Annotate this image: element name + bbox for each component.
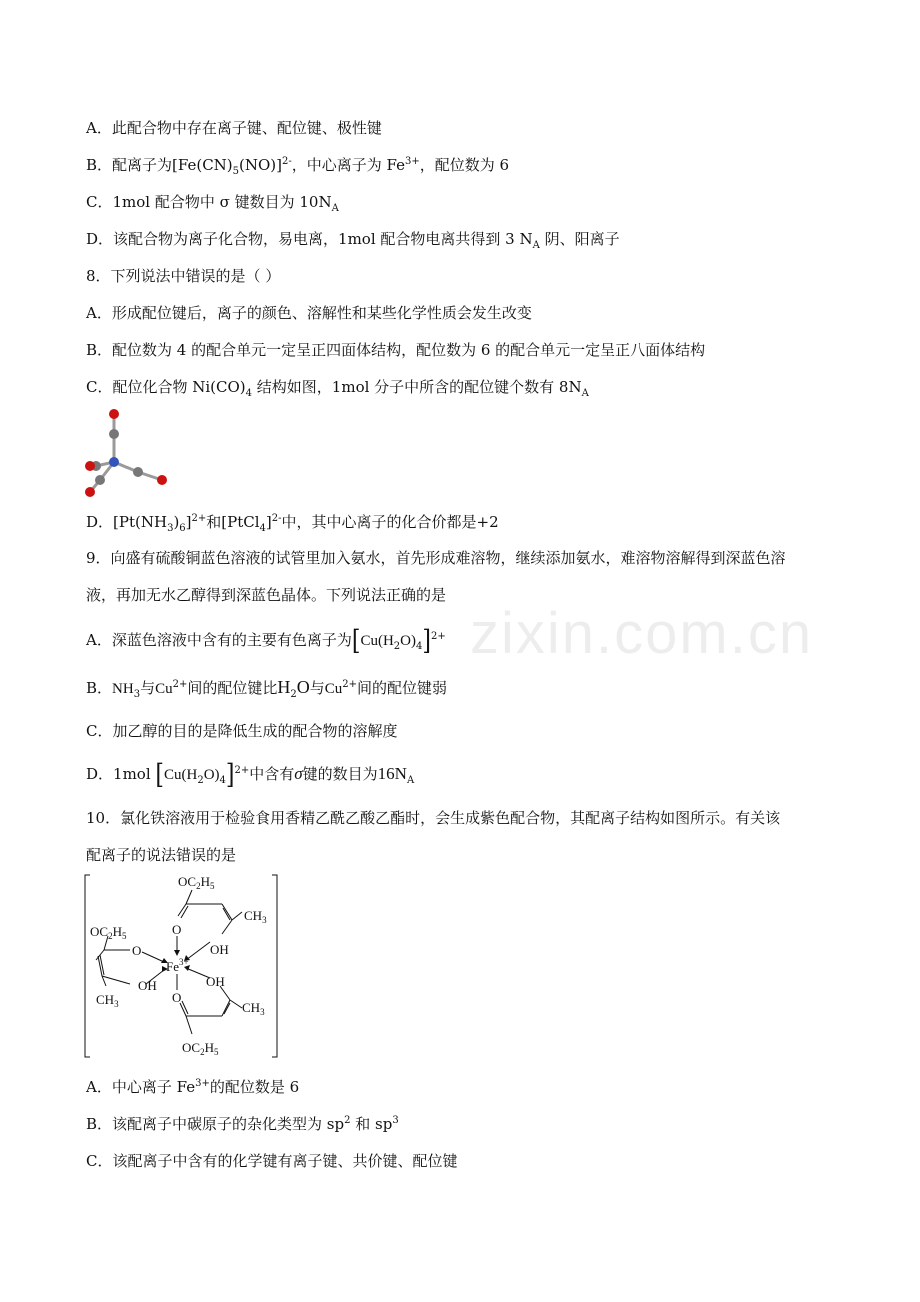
label-left-o: O — [132, 943, 142, 958]
q10-option-c: C．该配离子中含有的化学键有离子键、共价键、配位键 — [86, 1152, 458, 1170]
watermark: zixin.com.cn — [470, 601, 814, 666]
q9-option-b: B．$NH_3$与$Cu^{2+}$间的配位键比$H_2O$与$Cu^{2+}$间的配位键弱 — [86, 677, 448, 700]
label-fe: $Fe^{3+}$ — [166, 957, 189, 974]
q8-stem: 8．下列说法中错误的是（ ） — [86, 267, 281, 285]
label-top-o: O — [172, 922, 182, 937]
label-bottom-oh: OH — [206, 974, 225, 989]
q8-option-a: A．形成配位键后，离子的颜色、溶解性和某些化学性质会发生改变 — [86, 304, 532, 322]
q10-stem-line1: 10．氯化铁溶液用于检验食用香精乙酰乙酸乙酯时，会生成紫色配合物，其配离子结构如图所示。有关该 — [86, 809, 781, 827]
label-top-oc2h5: $OC_2H_5$ — [178, 874, 215, 891]
q10-stem-line2: 配离子的说法错误的是 — [86, 846, 237, 864]
label-left-oc2h5: $OC_2H_5$ — [90, 924, 127, 941]
label-left-oh: OH — [138, 978, 157, 993]
q7-option-b: B．配离子为$[Fe(CN)_5(NO)]^{2-}$，中心离子为 $Fe^{3+}$，配位数为 6 — [86, 156, 510, 177]
label-left-ch3: $CH_3$ — [96, 992, 119, 1009]
q9-stem-line1: 9．向盛有硫酸铜蓝色溶液的试管里加入氨水，首先形成难溶物，继续添加氨水，难溶物溶解得到深蓝色溶 — [86, 549, 786, 567]
label-bottom-oc2h5: $OC_2H_5$ — [182, 1040, 219, 1057]
q7-option-d: D．该配合物为离子化合物，易电离，1mol 配合物电离共得到 3 $N_A$ 阴、阳离子 — [86, 230, 620, 251]
fe-complex-structure — [82, 870, 282, 1062]
nico4-molecule-image — [82, 404, 182, 504]
q9-option-d: D．1mol $[Cu(H_2O)_4]^{2+}$中含有σ键的数目为$16N_A$ — [86, 759, 415, 791]
q7-option-c: C．1mol 配合物中 σ 键数目为 $10N_A$ — [86, 193, 339, 214]
label-bottom-o: O — [172, 990, 182, 1005]
q7-option-a: A．此配合物中存在离子键、配位键、极性键 — [86, 119, 382, 137]
q9-option-a: A．深蓝色溶液中含有的主要有色离子为$[Cu(H_2O)_4]^{2+}$ — [86, 625, 446, 657]
q8-option-d: D．$[Pt(NH_3)_6]^{2+}$和[PtCl$_4$]$^{2-}$中，其中心离子的化合价都是+2 — [86, 513, 499, 534]
q8-option-b: B．配位数为 4 的配合单元一定呈正四面体结构，配位数为 6 的配合单元一定呈正八面体结构 — [86, 341, 706, 359]
q8-option-c: C．配位化合物 $Ni(CO)_4$ 结构如图，1mol 分子中所含的配位键个数有 $8N_A$ — [86, 378, 589, 399]
label-top-oh: OH — [210, 942, 229, 957]
q10-option-a: A．中心离子 $Fe^{3+}$的配位数是 6 — [86, 1078, 300, 1096]
label-top-ch3: $CH_3$ — [244, 908, 267, 925]
q9-stem-line2: 液，再加无水乙醇得到深蓝色晶体。下列说法正确的是 — [86, 586, 447, 604]
q10-option-b: B．该配离子中碳原子的杂化类型为 $sp^2$ 和 $sp^3$ — [86, 1115, 399, 1133]
label-bottom-ch3: $CH_3$ — [242, 1000, 265, 1017]
q9-option-c: C．加乙醇的目的是降低生成的配合物的溶解度 — [86, 722, 398, 740]
